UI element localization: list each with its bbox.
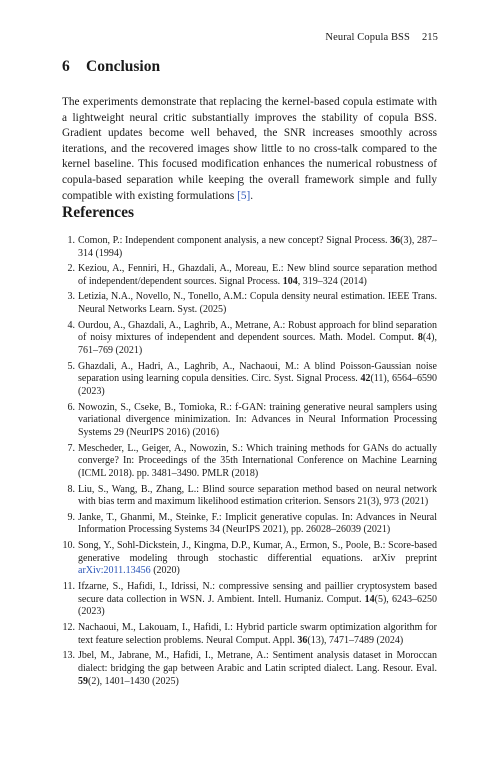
reference-list bbox=[62, 235, 437, 691]
reference-text: Ghazdali, A., Hadri, A., Laghrib, A., Nachaoui, M.: A blind Poisson-Gaussian noise separation using learning copula densities. Circ. Syst. Signal Process. 42(11), 6564–6590 (2023) bbox=[78, 360, 438, 398]
reference-text: Ourdou, A., Ghazdali, A., Laghrib, A., Metrane, A.: Robust approach for blind separation of noisy mixtures of independent and dependent sources. Math. Model. Comput. 8(4), 761–769 (2021) bbox=[78, 319, 437, 357]
reference-item bbox=[62, 484, 437, 510]
running-header bbox=[325, 32, 438, 43]
paragraph-end: . bbox=[250, 189, 254, 202]
reference-item bbox=[62, 402, 437, 440]
section-title: Conclusion bbox=[86, 58, 161, 75]
reference-number: 7. bbox=[67, 442, 75, 454]
reference-item bbox=[62, 291, 437, 317]
reference-text: Comon, P.: Independent component analysis, a new concept? Signal Process. 36(3), 287–314 (1994) bbox=[78, 235, 437, 259]
page-number: 215 bbox=[421, 32, 438, 43]
reference-number: 8. bbox=[67, 483, 75, 495]
reference-item bbox=[62, 540, 437, 578]
reference-number: 3. bbox=[67, 291, 75, 303]
reference-item bbox=[62, 235, 437, 261]
arxiv-link[interactable]: arXiv:2011.13456 bbox=[78, 565, 151, 577]
reference-number: 2. bbox=[67, 263, 75, 275]
reference-number: 10. bbox=[62, 539, 75, 551]
reference-item bbox=[62, 622, 437, 648]
reference-item bbox=[62, 361, 437, 399]
reference-text: Ifzarne, S., Hafidi, I., Idrissi, N.: compressive sensing and paillier cryptosystem based secure data collection in WSN. J. Ambient. Intell. Humaniz. Comput. 14(5), 6243–6250 (2023) bbox=[78, 580, 437, 618]
reference-text: Mescheder, L., Geiger, A., Nowozin, S.: Which training methods for GANs do actually converge? In: Proceedings of the 35th International Conference on Machine Learning (ICML 2018). pp. 3481–3490. PMLR (2018) bbox=[78, 442, 437, 480]
reference-text: Janke, T., Ghanmi, M., Steinke, F.: Implicit generative copulas. In: Advances in Neural Information Processing Systems 34 (NeurIPS 2021), pp. 26028–26039 (2021) bbox=[78, 511, 437, 536]
reference-number: 13. bbox=[62, 650, 75, 662]
reference-number: 9. bbox=[67, 511, 75, 523]
reference-item bbox=[62, 581, 437, 619]
conclusion-paragraph bbox=[62, 95, 437, 204]
reference-item bbox=[62, 512, 437, 538]
running-title: Neural Copula BSS bbox=[325, 32, 410, 43]
references-heading: References bbox=[62, 204, 135, 221]
reference-text: Liu, S., Wang, B., Zhang, L.: Blind source separation method based on neural network with bias term and maximum likelihood estimation criterion. Sensors 21(3), 973 (2021) bbox=[78, 483, 437, 508]
reference-number: 6. bbox=[67, 401, 75, 413]
reference-text: Jbel, M., Jabrane, M., Hafidi, I., Metrane, A.: Sentiment analysis dataset in Moroccan dialect: bridging the gap between Arabic and Latin scripted dialect. Lang. Resour. Eval. 59(2), 1401–1430 (2025) bbox=[78, 650, 437, 687]
reference-item bbox=[62, 263, 437, 289]
reference-text: Keziou, A., Fenniri, H., Ghazdali, A., Moreau, E.: New blind source separation method of independent/dependent sources. Signal Process. 104, 319–324 (2014) bbox=[78, 263, 437, 287]
reference-text: Song, Y., Sohl-Dickstein, J., Kingma, D.P., Kumar, A., Ermon, S., Poole, B.: Score-based generative modeling through stochastic differential equations. arXiv preprint bbox=[78, 539, 437, 564]
reference-text: Nowozin, S., Cseke, B., Tomioka, R.: f-GAN: training generative neural samplers using variational divergence minimization. In: Advances in Neural Information Processing Systems 29 (NeurIPS 2016) (2016) bbox=[78, 401, 437, 439]
reference-item bbox=[62, 320, 437, 358]
reference-number: 5. bbox=[67, 360, 75, 372]
reference-item bbox=[62, 443, 437, 481]
reference-number: 1. bbox=[67, 235, 75, 246]
citation-link[interactable]: [5] bbox=[237, 189, 251, 202]
section-heading bbox=[62, 58, 160, 76]
reference-number: 12. bbox=[62, 621, 75, 633]
reference-text-tail: (2020) bbox=[150, 565, 180, 577]
reference-text: Nachaoui, M., Lakouam, I., Hafidi, I.: Hybrid particle swarm optimization algorithm for text feature selection problems. Neural Comput. Appl. 36(13), 7471–7489 (2024) bbox=[78, 621, 437, 646]
reference-text: Letizia, N.A., Novello, N., Tonello, A.M.: Copula density neural estimation. IEEE Trans. Neural Networks Learn. Syst. (2025) bbox=[78, 291, 437, 316]
reference-item bbox=[62, 650, 437, 688]
section-number: 6 bbox=[62, 58, 70, 75]
reference-number: 4. bbox=[67, 319, 75, 331]
reference-number: 11. bbox=[62, 580, 75, 592]
paragraph-text: The experiments demonstrate that replacing the kernel-based copula estimate with a lightweight neural critic substantially improves the stability of copula BSS. Gradient updates become well behaved, the SNR increases smoothly across iterations, and the recovered images show little to no cross-talk compared to the kernel baseline. This focused modification enhances the numerical robustness of copula-based separation while keeping the overall framework simple and fully compatible with existing formulations bbox=[62, 96, 437, 202]
